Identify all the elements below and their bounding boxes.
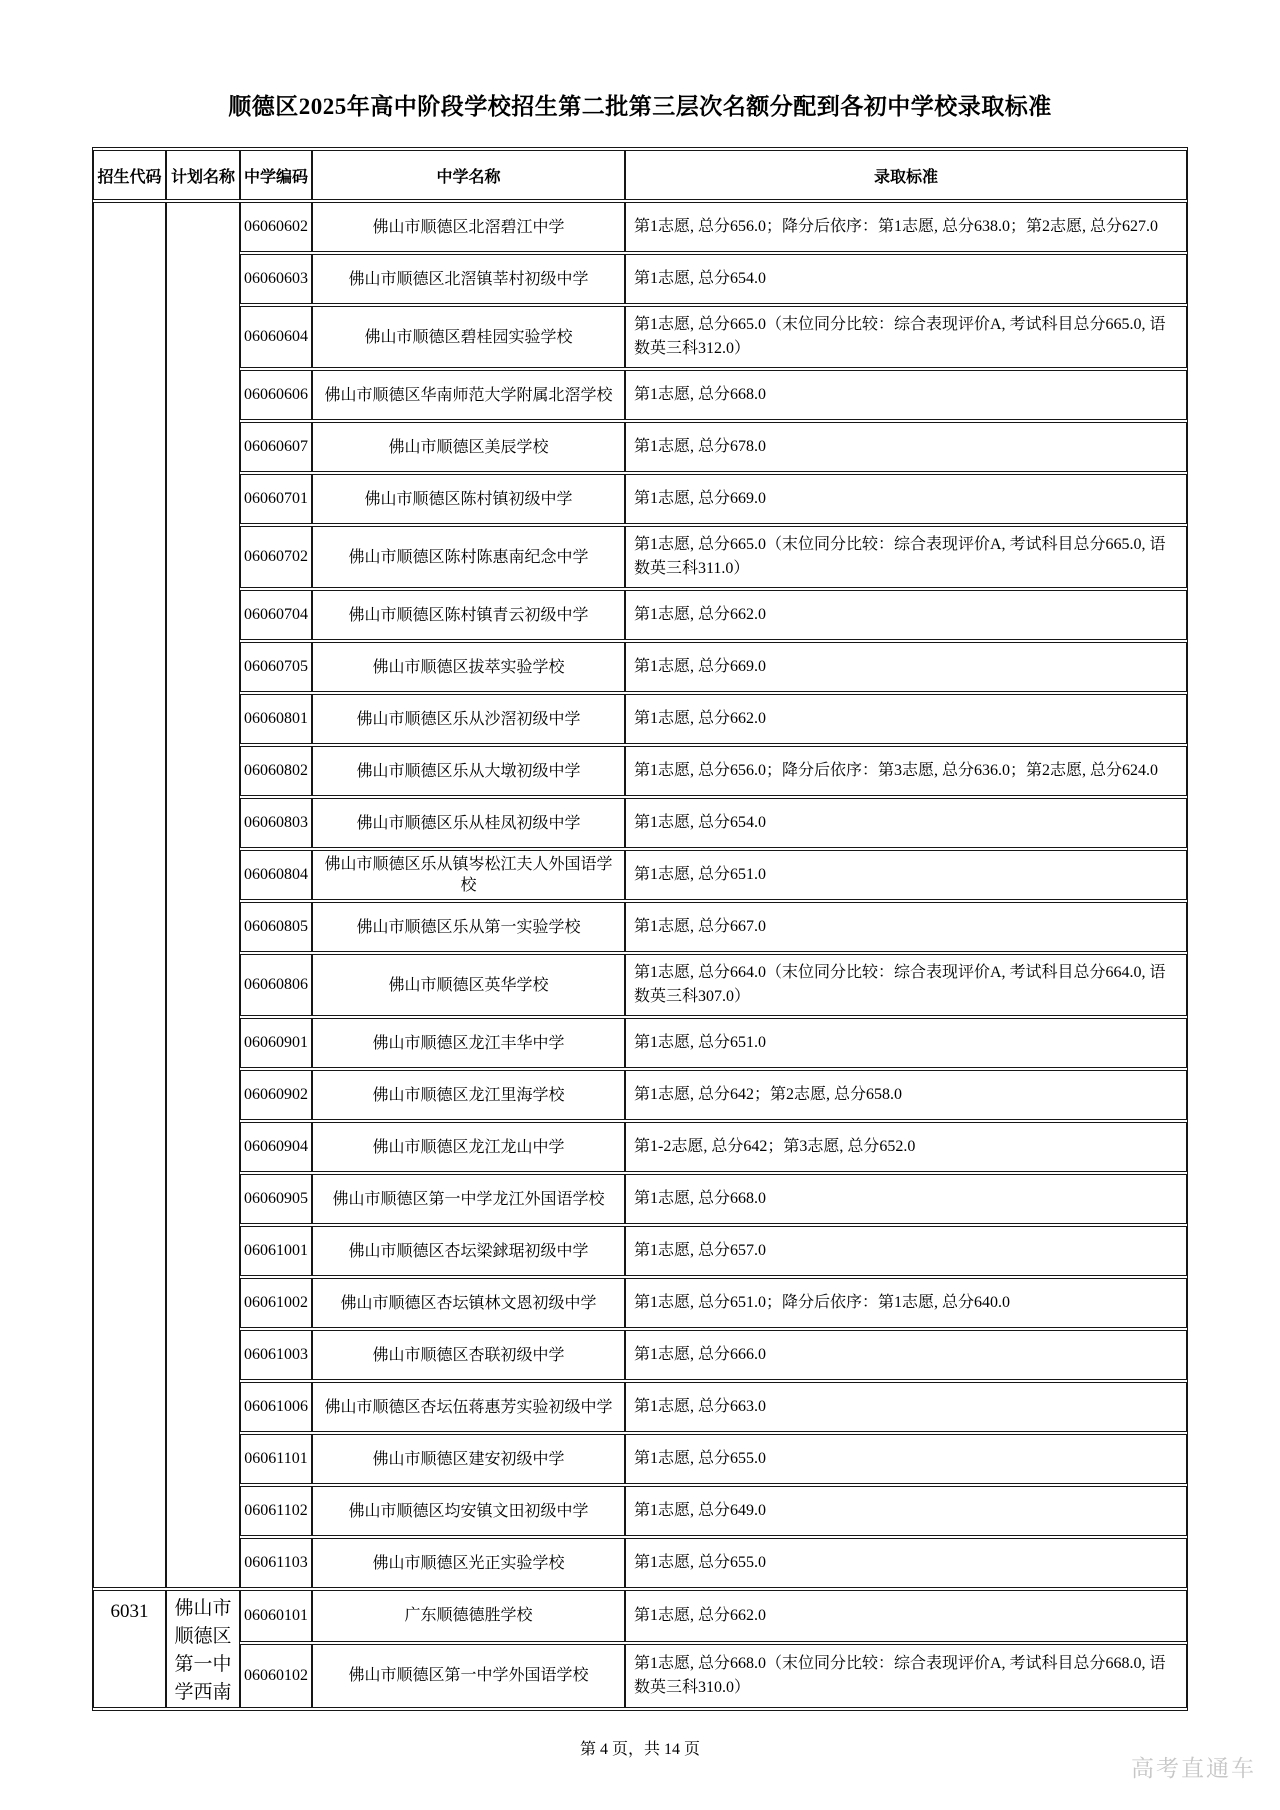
admission-standard-cell: 第1志愿, 总分654.0 [625,254,1187,304]
school-code-cell: 06061101 [240,1434,312,1484]
admission-standard-cell: 第1志愿, 总分651.0 [625,1018,1187,1068]
school-name-cell: 佛山市顺德区拔萃实验学校 [312,642,625,692]
column-header: 录取标准 [625,150,1187,200]
school-code-cell: 06060606 [240,370,312,420]
admissions-table-container [92,147,1188,1711]
table-row [93,798,1187,848]
school-code-cell: 06060905 [240,1174,312,1224]
admission-standard-cell: 第1志愿, 总分678.0 [625,422,1187,472]
school-name-cell: 佛山市顺德区第一中学外国语学校 [312,1644,625,1708]
school-name-cell: 佛山市顺德区杏坛伍蒋惠芳实验初级中学 [312,1382,625,1432]
school-code-cell: 06060602 [240,202,312,252]
admission-code-cell: 6031 [93,1590,166,1708]
page-footer: 第 4 页，共 14 页 [579,1741,700,1758]
table-row [93,1486,1187,1536]
school-code-cell: 06060901 [240,1018,312,1068]
school-name-cell: 佛山市顺德区英华学校 [312,954,625,1016]
admission-standard-cell: 第1志愿, 总分642；第2志愿, 总分658.0 [625,1070,1187,1120]
school-name-cell: 佛山市顺德区第一中学龙江外国语学校 [312,1174,625,1224]
school-name-cell: 佛山市顺德区美辰学校 [312,422,625,472]
admission-standard-cell: 第1志愿, 总分666.0 [625,1330,1187,1380]
school-name-cell: 佛山市顺德区华南师范大学附属北滘学校 [312,370,625,420]
school-name-cell: 佛山市顺德区龙江里海学校 [312,1070,625,1120]
table-row [93,422,1187,472]
admission-standard-cell: 第1志愿, 总分649.0 [625,1486,1187,1536]
table-row [93,254,1187,304]
school-name-cell: 佛山市顺德区陈村镇初级中学 [312,474,625,524]
school-code-cell: 06061006 [240,1382,312,1432]
admission-standard-cell: 第1志愿, 总分655.0 [625,1538,1187,1588]
admission-standard-cell: 第1志愿, 总分662.0 [625,1590,1187,1642]
table-row [93,1122,1187,1172]
school-name-cell: 佛山市顺德区建安初级中学 [312,1434,625,1484]
school-code-cell: 06060603 [240,254,312,304]
admission-standard-cell: 第1志愿, 总分668.0 [625,1174,1187,1224]
school-name-cell: 佛山市顺德区乐从沙滘初级中学 [312,694,625,744]
table-row [93,474,1187,524]
header-row [93,150,1187,200]
school-name-cell: 佛山市顺德区杏坛梁銶琚初级中学 [312,1226,625,1276]
page-title: 顺德区2025年高中阶段学校招生第二批第三层次名额分配到各初中学校录取标准 [228,94,1052,119]
school-code-cell: 06060802 [240,746,312,796]
school-name-cell: 佛山市顺德区碧桂园实验学校 [312,306,625,368]
school-code-cell: 06060805 [240,902,312,952]
plan-name-cell: 佛山市顺德区第一中学西南 [166,1590,240,1708]
table-row [93,954,1187,1016]
admission-standard-cell: 第1志愿, 总分651.0；降分后依序：第1志愿, 总分640.0 [625,1278,1187,1328]
school-name-cell: 佛山市顺德区杏联初级中学 [312,1330,625,1380]
admissions-table [92,147,1188,1711]
school-name-cell: 佛山市顺德区杏坛镇林文恩初级中学 [312,1278,625,1328]
school-name-cell: 广东顺德德胜学校 [312,1590,625,1642]
school-name-cell: 佛山市顺德区北滘镇莘村初级中学 [312,254,625,304]
admission-standard-cell: 第1志愿, 总分668.0 [625,370,1187,420]
school-name-cell: 佛山市顺德区均安镇文田初级中学 [312,1486,625,1536]
plan-name-cell [166,202,240,1588]
table-row [93,746,1187,796]
school-code-cell: 06060806 [240,954,312,1016]
table-row [93,1226,1187,1276]
school-code-cell: 06060804 [240,850,312,900]
admission-standard-cell: 第1志愿, 总分662.0 [625,694,1187,744]
school-code-cell: 06060904 [240,1122,312,1172]
school-code-cell: 06061102 [240,1486,312,1536]
table-row [93,1330,1187,1380]
table-row [93,1174,1187,1224]
school-code-cell: 06060902 [240,1070,312,1120]
school-name-cell: 佛山市顺德区北滘碧江中学 [312,202,625,252]
admission-standard-cell: 第1志愿, 总分657.0 [625,1226,1187,1276]
school-name-cell: 佛山市顺德区乐从大墩初级中学 [312,746,625,796]
admission-standard-cell: 第1志愿, 总分669.0 [625,474,1187,524]
admission-standard-cell: 第1志愿, 总分662.0 [625,590,1187,640]
school-code-cell: 06061003 [240,1330,312,1380]
table-row [93,370,1187,420]
table-row [93,1644,1187,1708]
admission-standard-cell: 第1志愿, 总分668.0（末位同分比较：综合表现评价A, 考试科目总分668.0, 语数英三科310.0） [625,1644,1187,1708]
table-row [93,1018,1187,1068]
school-name-cell: 佛山市顺德区陈村镇青云初级中学 [312,590,625,640]
table-header [93,150,1187,200]
table-row [93,1070,1187,1120]
school-code-cell: 06061002 [240,1278,312,1328]
table-row [93,590,1187,640]
table-row [93,202,1187,252]
table-row [93,1590,1187,1642]
column-header: 中学编码 [240,150,312,200]
admission-standard-cell: 第1志愿, 总分663.0 [625,1382,1187,1432]
school-code-cell: 06061001 [240,1226,312,1276]
school-code-cell: 06060101 [240,1590,312,1642]
table-body [93,202,1187,1708]
school-name-cell: 佛山市顺德区乐从第一实验学校 [312,902,625,952]
watermark-logo: 高考直通车 [1131,1755,1256,1781]
school-name-cell: 佛山市顺德区龙江龙山中学 [312,1122,625,1172]
table-row [93,902,1187,952]
admission-standard-cell: 第1志愿, 总分665.0（末位同分比较：综合表现评价A, 考试科目总分665.0, 语数英三科311.0） [625,526,1187,588]
table-row [93,306,1187,368]
admission-standard-cell: 第1志愿, 总分667.0 [625,902,1187,952]
column-header: 计划名称 [166,150,240,200]
school-code-cell: 06060607 [240,422,312,472]
table-row [93,1382,1187,1432]
admission-standard-cell: 第1志愿, 总分651.0 [625,850,1187,900]
column-header: 中学名称 [312,150,625,200]
school-code-cell: 06060704 [240,590,312,640]
school-code-cell: 06060701 [240,474,312,524]
admission-standard-cell: 第1志愿, 总分665.0（末位同分比较：综合表现评价A, 考试科目总分665.0, 语数英三科312.0） [625,306,1187,368]
table-row [93,526,1187,588]
admission-standard-cell: 第1-2志愿, 总分642；第3志愿, 总分652.0 [625,1122,1187,1172]
admission-standard-cell: 第1志愿, 总分654.0 [625,798,1187,848]
school-code-cell: 06060102 [240,1644,312,1708]
admission-standard-cell: 第1志愿, 总分656.0；降分后依序：第3志愿, 总分636.0；第2志愿, 总分624.0 [625,746,1187,796]
school-code-cell: 06060705 [240,642,312,692]
school-code-cell: 06060604 [240,306,312,368]
school-code-cell: 06060801 [240,694,312,744]
table-row [93,1538,1187,1588]
school-name-cell: 佛山市顺德区乐从镇岑松江夫人外国语学校 [312,850,625,900]
admission-code-cell [93,202,166,1588]
school-name-cell: 佛山市顺德区龙江丰华中学 [312,1018,625,1068]
school-name-cell: 佛山市顺德区陈村陈惠南纪念中学 [312,526,625,588]
school-code-cell: 06060702 [240,526,312,588]
school-code-cell: 06060803 [240,798,312,848]
school-name-cell: 佛山市顺德区光正实验学校 [312,1538,625,1588]
table-row [93,850,1187,900]
admission-standard-cell: 第1志愿, 总分655.0 [625,1434,1187,1484]
school-name-cell: 佛山市顺德区乐从桂凤初级中学 [312,798,625,848]
admission-standard-cell: 第1志愿, 总分664.0（末位同分比较：综合表现评价A, 考试科目总分664.0, 语数英三科307.0） [625,954,1187,1016]
admission-standard-cell: 第1志愿, 总分656.0；降分后依序：第1志愿, 总分638.0；第2志愿, 总分627.0 [625,202,1187,252]
admission-standard-cell: 第1志愿, 总分669.0 [625,642,1187,692]
column-header: 招生代码 [93,150,166,200]
table-row [93,1278,1187,1328]
table-row [93,642,1187,692]
school-code-cell: 06061103 [240,1538,312,1588]
table-row [93,694,1187,744]
table-row [93,1434,1187,1484]
